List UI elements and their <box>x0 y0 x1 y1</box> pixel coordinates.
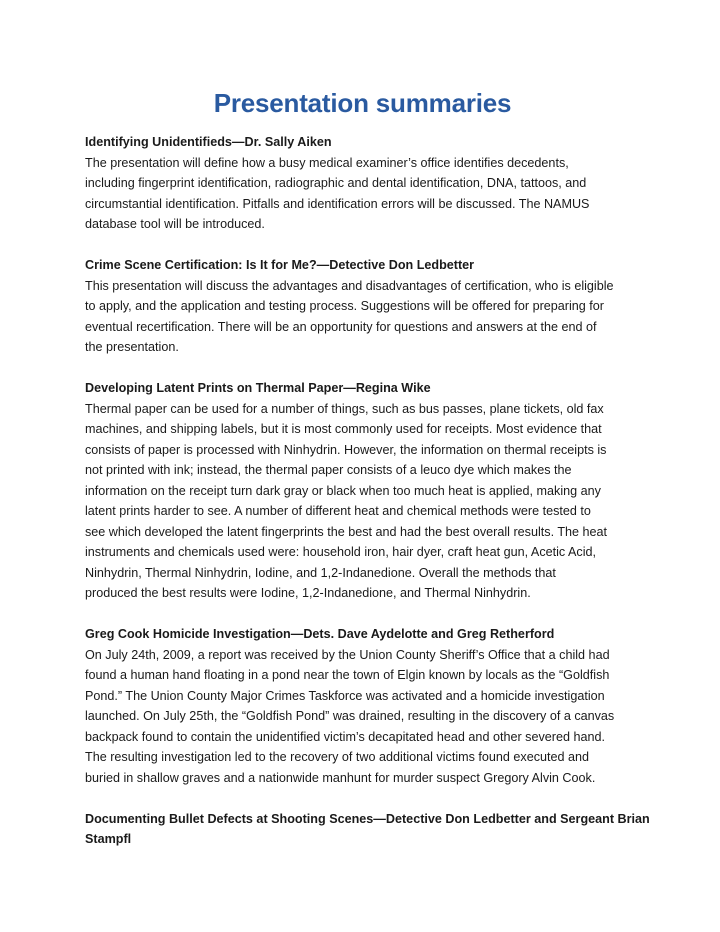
summary-bullet-defects <box>85 809 650 850</box>
section-heading: Greg Cook Homicide Investigation—Dets. Dave Aydelotte and Greg Retherford <box>85 627 555 641</box>
section-line: to apply, and the application and testing process. Suggestions will be offered for preparing for <box>85 299 604 313</box>
section-line: buried in shallow graves and a nationwide manhunt for murder suspect Gregory Alvin Cook. <box>85 770 596 785</box>
section-line: including fingerprint identification, radiographic and dental identification, DNA, tattoos, and <box>85 176 587 190</box>
section-line: see which developed the latent fingerprints the best and had the best overall results. The heat <box>85 524 608 539</box>
section-line: eventual recertification. There will be an opportunity for questions and answers at the end of <box>85 319 597 334</box>
section-heading: Crime Scene Certification: Is It for Me?—Detective Don Ledbetter <box>85 258 475 272</box>
section-heading: Identifying Unidentifieds—Dr. Sally Aiken <box>85 135 332 149</box>
summary-latent-prints-thermal-paper <box>85 378 640 604</box>
summary-crime-scene-certification <box>85 255 640 358</box>
section-line: Ninhydrin, Thermal Ninhydrin, Iodine, and 1,2-Indanedione. Overall the methods that <box>85 565 556 580</box>
section-line: machines, and shipping labels, but it is most commonly used for receipts. Most evidence that <box>85 422 602 436</box>
section-line: This presentation will discuss the advantages and disadvantages of certification, who is eligible <box>85 278 614 293</box>
section-heading: Documenting Bullet Defects at Shooting Scenes—Detective Don Ledbetter and Sergeant Brian <box>85 811 650 826</box>
section-line: consists of paper is processed with Ninhydrin. However, the information on thermal receipts is <box>85 442 607 457</box>
summary-greg-cook-homicide <box>85 624 640 788</box>
section-line: the presentation. <box>85 340 179 354</box>
section-line: latent prints harder to see. A number of different heat and chemical methods were tested to <box>85 504 591 518</box>
section-line: database tool will be introduced. <box>85 217 265 231</box>
section-heading: Developing Latent Prints on Thermal Paper—Regina Wike <box>85 381 431 395</box>
section-line: found a human hand floating in a pond near the town of Elgin known by locals as the “Goldfish <box>85 668 610 682</box>
summary-identifying-unidentifieds <box>85 132 640 235</box>
section-line: On July 24th, 2009, a report was received by the Union County Sheriff’s Office that a child had <box>85 647 610 662</box>
section-line: Thermal paper can be used for a number of things, such as bus passes, plane tickets, old fax <box>85 401 604 416</box>
section-line: information on the receipt turn dark gray or black when too much heat is applied, making any <box>85 483 601 498</box>
section-line: backpack found to contain the unidentified victim’s decapitated head and other severed hand. <box>85 729 605 744</box>
section-line: The resulting investigation led to the recovery of two additional victims found executed and <box>85 750 590 764</box>
section-line: circumstantial identification. Pitfalls and identification errors will be discussed. The NAMUS <box>85 196 590 211</box>
section-line: launched. On July 25th, the “Goldfish Pond” was drained, resulting in the discovery of a canvas <box>85 709 615 723</box>
page-title: Presentation summaries <box>213 88 512 118</box>
section-line: Pond.” The Union County Major Crimes Taskforce was activated and a homicide investigation <box>85 688 605 703</box>
section-line: produced the best results were Iodine, 1,2-Indanedione, and Thermal Ninhydrin. <box>85 586 531 600</box>
summary-sections <box>85 132 650 870</box>
section-line: instruments and chemicals used were: household iron, hair dyer, craft heat gun, Acetic Acid, <box>85 545 597 559</box>
section-line: not printed with ink; instead, the thermal paper consists of a leuco dye which makes the <box>85 463 572 477</box>
section-heading-continued: Stampfl <box>85 832 132 846</box>
section-line: The presentation will define how a busy medical examiner’s office identifies decedents, <box>85 155 569 170</box>
